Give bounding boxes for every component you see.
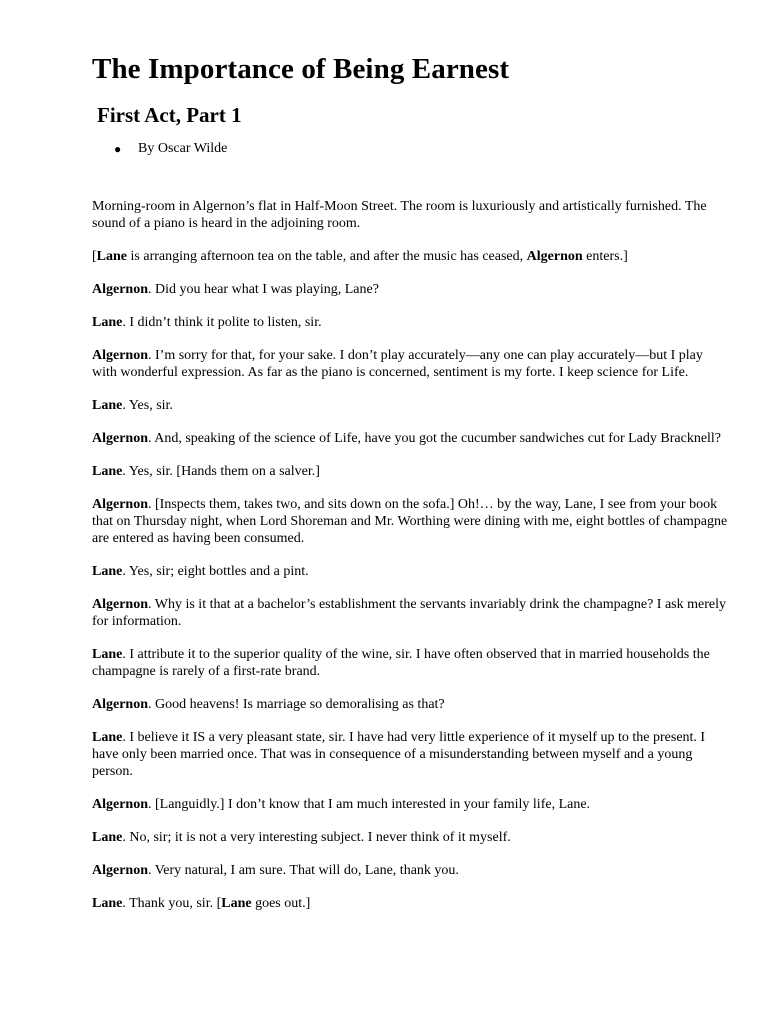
line-text: . [Languidly.] I don’t know that I am much interested in your family life, Lane. xyxy=(148,797,591,812)
speaker-name: Lane xyxy=(92,830,123,845)
speaker-name: Algernon xyxy=(92,863,148,878)
line-text: . Did you hear what I was playing, Lane? xyxy=(148,282,379,297)
line-text: . I didn’t think it polite to listen, sir. xyxy=(122,315,322,330)
line-text: . No, sir; it is not a very interesting subject. I never think of it myself. xyxy=(122,830,511,845)
line-text: . I attribute it to the superior quality of the wine, sir. I have often observed that in married households the champagne is rarely of a first-rate brand. xyxy=(92,647,710,679)
dialogue-line xyxy=(92,596,728,630)
dialogue-line xyxy=(92,862,728,879)
character-name: Algernon xyxy=(526,249,583,264)
dialogue-line xyxy=(92,796,728,813)
dialogue-line xyxy=(92,347,728,381)
speaker-name: Algernon xyxy=(92,348,148,363)
speaker-name: Lane xyxy=(92,464,123,479)
speaker-name: Algernon xyxy=(92,697,148,712)
speaker-name: Lane xyxy=(92,398,123,413)
line-text: . I believe it IS a very pleasant state, sir. I have had very little experience of it myself up to the present. I have only been married once. That was in consequence of a misunderstanding between myself and a young person. xyxy=(92,730,706,779)
author-name: By Oscar Wilde xyxy=(138,141,228,156)
author-list-item xyxy=(92,140,728,158)
dialogue-line xyxy=(92,729,728,780)
dialogue-line xyxy=(92,895,728,912)
line-text: . Very natural, I am sure. That will do, Lane, thank you. xyxy=(148,863,459,878)
stage-direction xyxy=(92,248,728,265)
speaker-name: Lane xyxy=(92,730,123,745)
stage-direction-close: enters.] xyxy=(582,249,628,264)
speaker-name: Algernon xyxy=(92,797,148,812)
line-text: . And, speaking of the science of Life, have you got the cucumber sandwiches cut for Lady Bracknell? xyxy=(148,431,722,446)
line-text: . [Inspects them, takes two, and sits down on the sofa.] Oh!… by the way, Lane, I see from your book that on Thursday night, when Lord Shoreman and Mr. Worthing were dining with me, eight bottles of champagne are entered as having been consumed. xyxy=(92,497,728,546)
dialogue-line xyxy=(92,696,728,713)
line-text: goes out.] xyxy=(251,896,311,911)
dialogue-line xyxy=(92,496,728,547)
bullet-icon: ● xyxy=(114,142,122,156)
speaker-name: Lane xyxy=(92,315,123,330)
line-text: . Yes, sir. xyxy=(122,398,173,413)
character-name: Lane xyxy=(96,249,128,264)
document-title: The Importance of Being Earnest xyxy=(92,53,510,85)
dialogue-line xyxy=(92,314,728,331)
speaker-name: Algernon xyxy=(92,597,148,612)
dialogue-line xyxy=(92,430,728,447)
speaker-name: Algernon xyxy=(92,431,148,446)
play-text xyxy=(92,198,728,912)
line-text: . I’m sorry for that, for your sake. I don’t play accurately—any one can play accurately—but I play with wonderful expression. As far as the piano is concerned, sentiment is my forte. I keep science for Life. xyxy=(92,348,703,380)
line-text: . Thank you, sir. [ xyxy=(122,896,222,911)
dialogue-line xyxy=(92,829,728,846)
document-subtitle: First Act, Part 1 xyxy=(97,103,242,127)
line-text: . Good heavens! Is marriage so demoralising as that? xyxy=(148,697,445,712)
line-text: . Yes, sir; eight bottles and a pint. xyxy=(122,564,309,579)
dialogue-line xyxy=(92,397,728,414)
speaker-name: Lane xyxy=(92,564,123,579)
stage-direction-mid: is arranging afternoon tea on the table, and after the music has ceased, xyxy=(127,249,527,264)
dialogue-line xyxy=(92,281,728,298)
speaker-name: Lane xyxy=(92,647,123,662)
line-text: . Why is it that at a bachelor’s establishment the servants invariably drink the champagne? I ask merely for information. xyxy=(92,597,726,629)
line-text: . Yes, sir. [Hands them on a salver.] xyxy=(122,464,320,479)
scene-description: Morning-room in Algernon’s flat in Half-Moon Street. The room is luxuriously and artistically furnished. The sound of a piano is heard in the adjoining room. xyxy=(92,199,707,231)
character-name: Lane xyxy=(221,896,252,911)
speaker-name: Algernon xyxy=(92,497,148,512)
speaker-name: Lane xyxy=(92,896,123,911)
dialogue-line xyxy=(92,463,728,480)
dialogue-line xyxy=(92,563,728,580)
stage-direction-open: [ xyxy=(92,249,97,264)
dialogue-line xyxy=(92,646,728,680)
speaker-name: Algernon xyxy=(92,282,148,297)
author-list xyxy=(92,140,728,158)
